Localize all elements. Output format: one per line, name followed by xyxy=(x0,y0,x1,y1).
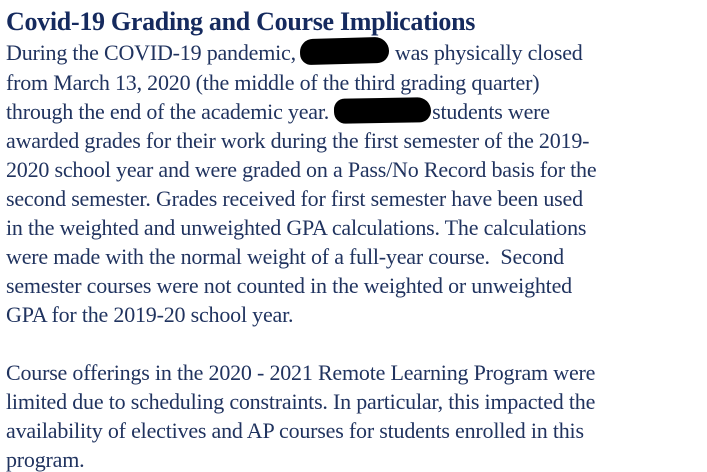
text-line: GPA for the 2019-20 school year. xyxy=(6,302,294,328)
text-segment: was physically closed xyxy=(394,40,583,65)
text-segment: During the COVID-19 pandemic, xyxy=(6,40,296,65)
text-line: awarded grades for their work during the first semester of the 2019- xyxy=(6,128,590,154)
redaction-mark-school-name-2 xyxy=(334,98,431,125)
text-line xyxy=(6,38,707,68)
page-title: Covid-19 Grading and Course Implications xyxy=(6,7,476,36)
text-line: limited due to scheduling constraints. In particular, this impacted the xyxy=(6,389,596,415)
text-line: Course offerings in the 2020 - 2021 Remote Learning Program were xyxy=(6,360,596,386)
text-line: program. xyxy=(6,447,85,472)
text-segment: through the end of the academic year. xyxy=(6,98,330,124)
text-segment: students were xyxy=(432,98,550,124)
text-line: second semester. Grades received for first semester have been used xyxy=(6,186,583,212)
paragraph-covid-grading xyxy=(6,38,707,329)
text-line: in the weighted and unweighted GPA calculations. The calculations xyxy=(6,215,587,241)
text-line: availability of electives and AP courses for students enrolled in this xyxy=(6,418,584,444)
text-line: semester courses were not counted in the weighted or unweighted xyxy=(6,273,572,299)
text-line: from March 13, 2020 (the middle of the third grading quarter) xyxy=(6,69,540,95)
text-line xyxy=(6,97,707,126)
text-line: 2020 school year and were graded on a Pass/No Record basis for the xyxy=(6,157,597,183)
redaction-mark-school-name-1 xyxy=(300,37,390,65)
paragraph-course-offerings xyxy=(6,358,707,472)
text-line: were made with the normal weight of a full-year course. Second xyxy=(6,244,564,270)
